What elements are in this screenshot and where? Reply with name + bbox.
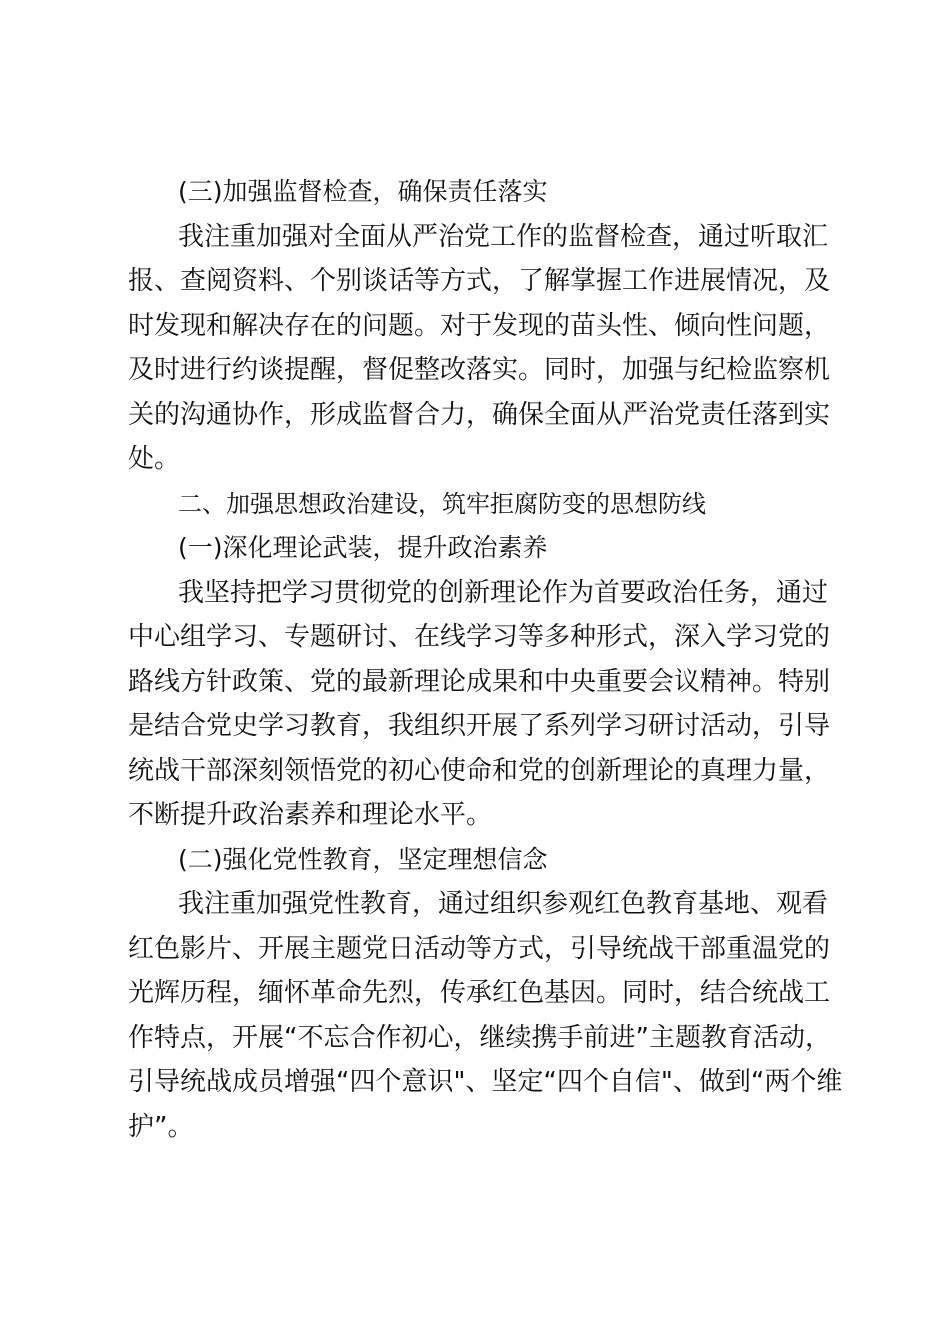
paragraph-line: 处。 bbox=[128, 444, 181, 474]
paragraph-line: 路线方针政策、党的最新理论成果和中央重要会议精神。特别 bbox=[128, 666, 831, 697]
paragraph-line: 报、查阅资料、个别谈话等方式，了解掌握工作进展情况，及 bbox=[128, 266, 831, 296]
paragraph-line: 我注重加强党性教育，通过组织参观红色教育基地、观看 bbox=[178, 889, 829, 919]
paragraph-line: 光辉历程，缅怀革命先烈，传承红色基因。同时，结合统战工 bbox=[128, 978, 831, 1008]
part-2-sub-1-heading: (一)深化理论武装，提升政治素养 bbox=[178, 533, 548, 562]
paragraph-line: 我坚持把学习贯彻党的创新理论作为首要政治任务，通过 bbox=[178, 577, 829, 608]
paragraph-line: 护”。 bbox=[128, 1111, 194, 1142]
paragraph-line: 引导统战成员增强“四个意识"、坚定“四个自信"、做到“两个维 bbox=[128, 1067, 843, 1097]
paragraph-line: 中心组学习、专题研讨、在线学习等多种形式，深入学习党的 bbox=[128, 622, 831, 652]
paragraph-line: 我注重加强对全面从严治党工作的监督检查，通过听取汇 bbox=[178, 221, 829, 252]
paragraph-line: 不断提升政治素养和理论水平。 bbox=[128, 800, 493, 830]
paragraph-line: 关的沟通协作，形成监督合力，确保全面从严治党责任落到实 bbox=[128, 399, 831, 430]
paragraph-line: 时发现和解决存在的问题。对于发现的苗头性、倾向性问题， bbox=[128, 310, 831, 341]
paragraph-line: 作特点，开展“不忘合作初心，继续携手前进”主题教育活动， bbox=[128, 1022, 831, 1053]
paragraph-line: 统战干部深刻领悟党的初心使命和党的创新理论的真理力量， bbox=[128, 755, 831, 786]
paragraph-line: 红色影片、开展主题党日活动等方式，引导统战干部重温党的 bbox=[128, 933, 831, 964]
part-2-sub-2-heading: (二)强化党性教育，坚定理想信念 bbox=[178, 844, 548, 874]
document-body bbox=[128, 170, 843, 1149]
part-2-heading: 二、加强思想政治建设，筑牢拒腐防变的思想防线 bbox=[178, 489, 706, 518]
paragraph-line: 及时进行约谈提醒，督促整改落实。同时，加强与纪检监察机 bbox=[128, 355, 831, 385]
paragraph-line: 是结合党史学习教育，我组织开展了系列学习研讨活动，引导 bbox=[128, 711, 831, 741]
section-3-heading: (三)加强监督检查，确保责任落实 bbox=[178, 177, 548, 206]
